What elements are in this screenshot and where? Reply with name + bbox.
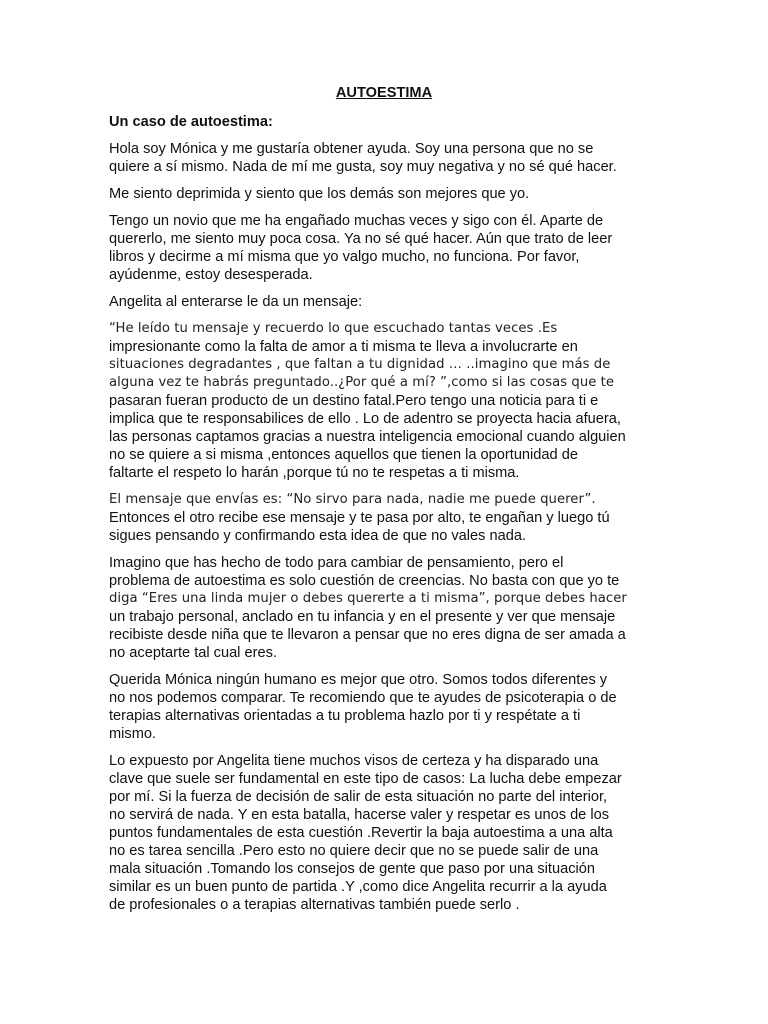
text-line: situaciones degradantes , que faltan a tu dignidad … ..imagino que más de (109, 357, 611, 372)
body-paragraph (109, 320, 659, 482)
page-title: AUTOESTIMA (335, 85, 433, 101)
text-line: sigues pensando y confirmando esta idea de que no vales nada. (109, 528, 527, 544)
text-line: Entonces el otro recibe ese mensaje y te pasa por alto, te engañan y luego tú (109, 510, 610, 526)
text-line: libros y decirme a mí misma que yo valgo mucho, no funciona. Por favor, (109, 249, 580, 265)
text-line: terapias alternativas orientadas a tu problema hazlo por ti y respétate a ti (109, 708, 581, 724)
document-body (109, 140, 659, 914)
body-paragraph (109, 140, 659, 176)
text-line: un trabajo personal, anclado en tu infancia y en el presente y ver que mensaje (109, 609, 616, 625)
text-line: faltarte el respeto lo harán ,porque tú no te respetas a ti misma. (109, 465, 520, 481)
text-line: mismo. (109, 726, 157, 742)
body-paragraph (109, 293, 659, 311)
text-line: no servirá de nada. Y en esta batalla, hacerse valer y respetar es unos de los (109, 807, 610, 823)
text-line: similar es un buen punto de partida .Y ,como dice Angelita recurrir a la ayuda (109, 879, 607, 895)
text-line: Angelita al enterarse le da un mensaje: (109, 294, 363, 310)
text-line: Lo expuesto por Angelita tiene muchos visos de certeza y ha disparado una (109, 753, 599, 769)
text-line: alguna vez te habrás preguntado..¿Por qué a mí? ”,como si las cosas que te (109, 375, 615, 390)
text-line: Hola soy Mónica y me gustaría obtener ayuda. Soy una persona que no se (109, 141, 594, 157)
text-line: “He leído tu mensaje y recuerdo lo que escuchado tantas veces .Es (109, 321, 558, 336)
text-line: no aceptarte tal cual eres. (109, 645, 277, 661)
text-line: recibiste desde niña que te llevaron a pensar que no eres digna de ser amada a (109, 627, 626, 643)
document-page (109, 84, 659, 923)
text-line: puntos fundamentales de esta cuestión .Revertir la baja autoestima a una alta (109, 825, 613, 841)
section-subtitle: Un caso de autoestima: (109, 114, 273, 130)
text-line: mala situación .Tomando los consejos de gente que paso por una situación (109, 861, 595, 877)
text-line: diga “Eres una linda mujer o debes quererte a ti misma”, porque debes hacer (109, 591, 627, 606)
text-line: clave que suele ser fundamental en este tipo de casos: La lucha debe empezar (109, 771, 622, 787)
body-paragraph (109, 671, 659, 743)
text-line: no se quiere a si misma ,entonces aquellos que tienen la oportunidad de (109, 447, 578, 463)
text-line: Imagino que has hecho de todo para cambiar de pensamiento, pero el (109, 555, 564, 571)
text-line: El mensaje que envías es: “No sirvo para nada, nadie me puede querer”. (109, 492, 596, 507)
text-line: por mí. Si la fuerza de decisión de salir de esta situación no parte del interior, (109, 789, 608, 805)
text-line: impresionante como la falta de amor a ti misma te lleva a involucrarte en (109, 339, 578, 355)
body-paragraph (109, 185, 659, 203)
text-line: pasaran fueran producto de un destino fatal.Pero tengo una noticia para ti e (109, 393, 599, 409)
body-paragraph (109, 491, 659, 545)
text-line: Me siento deprimida y siento que los demás son mejores que yo. (109, 186, 530, 202)
body-paragraph (109, 212, 659, 284)
text-line: Querida Mónica ningún humano es mejor que otro. Somos todos diferentes y (109, 672, 608, 688)
text-line: ayúdenme, estoy desesperada. (109, 267, 313, 283)
text-line: las personas captamos gracias a nuestra inteligencia emocional cuando alguien (109, 429, 626, 445)
text-line: quererlo, me siento muy poca cosa. Ya no sé qué hacer. Aún que trato de leer (109, 231, 613, 247)
text-line: no nos podemos comparar. Te recomiendo que te ayudes de psicoterapia o de (109, 690, 617, 706)
text-line: de profesionales o a terapias alternativas también puede serlo . (109, 897, 520, 913)
text-line: implica que te responsabilices de ello . Lo de adentro se proyecta hacia afuera, (109, 411, 621, 427)
body-paragraph (109, 752, 659, 914)
text-line: quiere a sí mismo. Nada de mí me gusta, soy muy negativa y no sé qué hacer. (109, 159, 617, 175)
text-line: Tengo un novio que me ha engañado muchas veces y sigo con él. Aparte de (109, 213, 604, 229)
text-line: problema de autoestima es solo cuestión de creencias. No basta con que yo te (109, 573, 620, 589)
body-paragraph (109, 554, 659, 662)
text-line: no es tarea sencilla .Pero esto no quiere decir que no se puede salir de una (109, 843, 599, 859)
